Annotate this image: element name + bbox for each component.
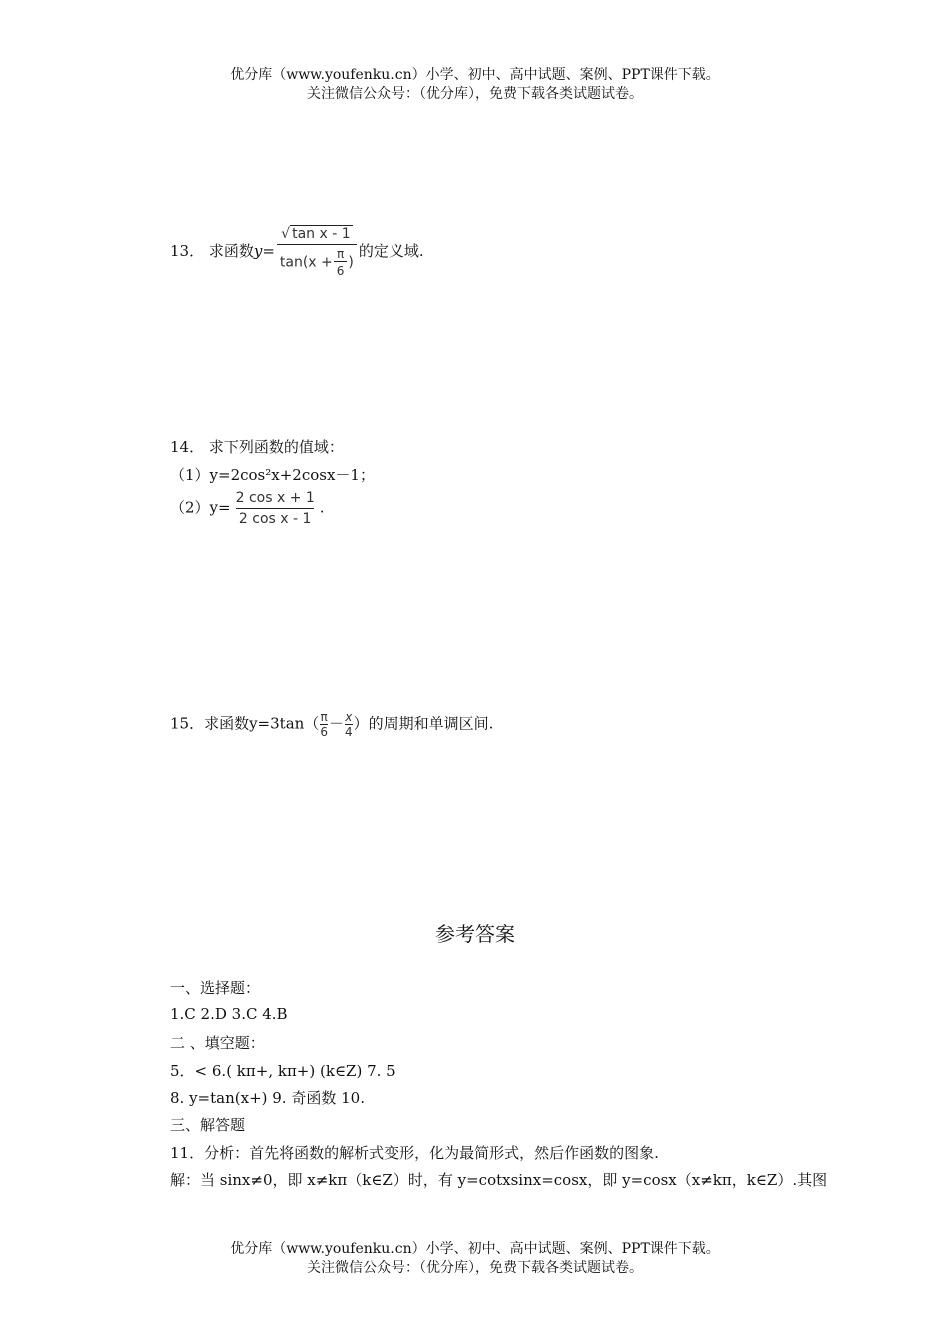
- q15-minus: －: [328, 714, 344, 733]
- q13-sqrt-content: tan x - 1: [292, 226, 351, 242]
- q13-six: 6: [334, 261, 348, 278]
- q13-numerator: √ tan x - 1: [281, 226, 351, 242]
- q14-p2-prefix: （2）y=: [170, 498, 231, 517]
- q13-y: y=: [253, 242, 275, 260]
- footer-line-1: 优分库（www.youfenku.cn）小学、初中、高中试题、案例、PPT课件下载。: [230, 1241, 720, 1257]
- q13-fraction: [277, 226, 357, 278]
- q14-denominator: 2 cos x - 1: [236, 508, 315, 527]
- answer-11-analysis: 11．分析：首先将函数的解析式变形，化为最简形式，然后作函数的图象.: [170, 1144, 659, 1162]
- q15-a-num: π: [320, 710, 328, 724]
- header-line-2: 关注微信公众号：（优分库），免费下载各类试题试卷。: [307, 86, 643, 102]
- q13-pi-over-6: [334, 247, 348, 278]
- answers-section-1: 一、选择题：: [170, 979, 261, 997]
- question-13: [170, 226, 424, 278]
- q15-b-num: x: [345, 710, 353, 724]
- q13-prefix: 13． 求函数: [170, 242, 254, 260]
- footer-line-2: 关注微信公众号：（优分库），免费下载各类试题试卷。: [307, 1260, 643, 1276]
- q15-x-over-4: [345, 710, 353, 739]
- answers-fill-1: 5．< 6.( kπ+, kπ+) (k∈Z) 7. 5: [170, 1062, 396, 1080]
- q14-title: 14． 求下列函数的值域：: [170, 438, 344, 456]
- q13-den-right: ): [348, 254, 354, 271]
- q15-suffix: ）的周期和单调区间.: [353, 714, 494, 733]
- footer: [0, 1240, 950, 1278]
- answer-11-solution: 解：当 sinx≠0，即 x≠kπ（k∈Z）时，有 y=cotxsinx=cosx，即 y=cosx（x≠kπ，k∈Z）.其图: [170, 1171, 828, 1189]
- q15-a-den: 6: [320, 725, 328, 739]
- q14-part-2: [170, 490, 325, 527]
- q13-pi: π: [336, 247, 345, 261]
- q15-b-den: 4: [344, 725, 353, 739]
- q14-numerator: 2 cos x + 1: [235, 490, 315, 506]
- question-15: [170, 710, 493, 739]
- header-line-1: 优分库（www.youfenku.cn）小学、初中、高中试题、案例、PPT课件下载。: [230, 67, 720, 83]
- q15-pi-over-6: [320, 710, 328, 739]
- q13-den-left: tan(x +: [279, 254, 333, 271]
- header: [0, 66, 950, 104]
- answers-fill-2: 8. y=tan(x+) 9. 奇函数 10.: [170, 1089, 365, 1107]
- q14-p2-suffix: .: [319, 498, 325, 517]
- q15-prefix: 15．求函数y=3tan（: [170, 714, 320, 733]
- q13-suffix: 的定义域.: [358, 242, 424, 260]
- q13-denominator: [277, 244, 357, 278]
- answers-choice: 1.C 2.D 3.C 4.B: [170, 1005, 288, 1023]
- answers-section-3: 三、解答题: [170, 1116, 246, 1134]
- answers-section-2: 二 、填空题：: [170, 1034, 265, 1052]
- q14-fraction: [233, 490, 318, 527]
- answers-title: 参考答案: [435, 922, 515, 946]
- q14-part-1: （1）y=2cos²x+2cosx－1；: [170, 466, 375, 484]
